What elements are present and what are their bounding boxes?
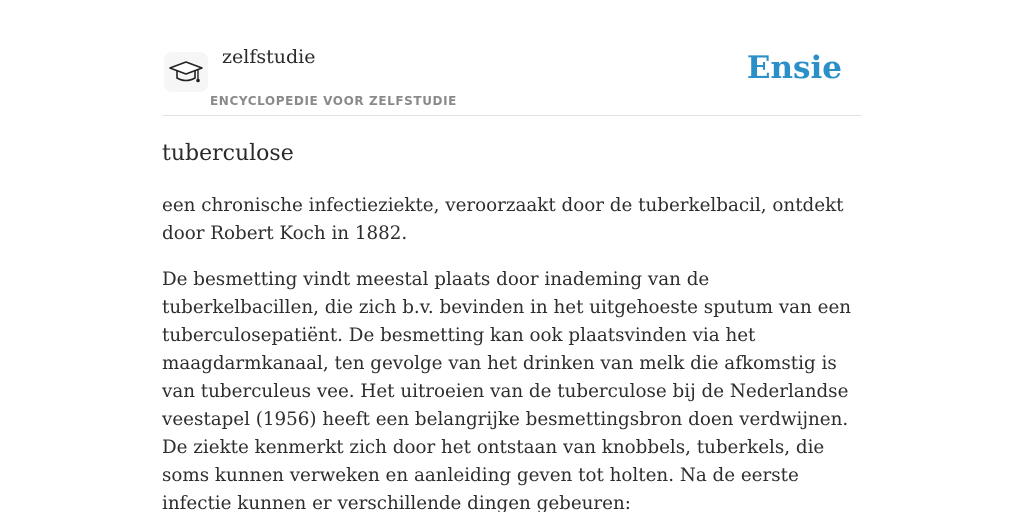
site-tagline: ENCYCLOPEDIE VOOR ZELFSTUDIE: [210, 94, 457, 108]
site-header: [162, 40, 862, 116]
entry-title: tuberculose: [162, 141, 294, 166]
entry-content: [162, 139, 864, 512]
graduation-cap-icon[interactable]: [164, 52, 208, 92]
entry-paragraph-definition: een chronische infectieziekte, veroorzaakt door de tuberkelbacil, ontdekt door Robert Koch in 1882.: [162, 195, 844, 244]
graduation-cap-icon-graphic: [168, 58, 204, 86]
brand-logo[interactable]: Ensie: [746, 50, 842, 86]
site-name[interactable]: zelfstudie: [222, 46, 316, 68]
entry-paragraph-body: De besmetting vindt meestal plaats door inademing van de tuberkelbacillen, die zich b.v. bevinden in het uitgehoeste sputum van een tuberculosepatiënt. De besmetting kan ook plaatsvinden via het maagdarmkanaal, ten gevolge van het drinken van melk die afkomstig is van tuberculeus vee. Het uitroeien van de tuberculose bij de Nederlandse veestapel (1956) heeft een belangrijke besmettingsbron doen verdwijnen. De ziekte kenmerkt zich door het ontstaan van knobbels, tuberkels, die soms kunnen verweken en aanleiding geven tot holten. Na de eerste infectie kunnen er verschillende dingen gebeuren:: [162, 269, 852, 512]
